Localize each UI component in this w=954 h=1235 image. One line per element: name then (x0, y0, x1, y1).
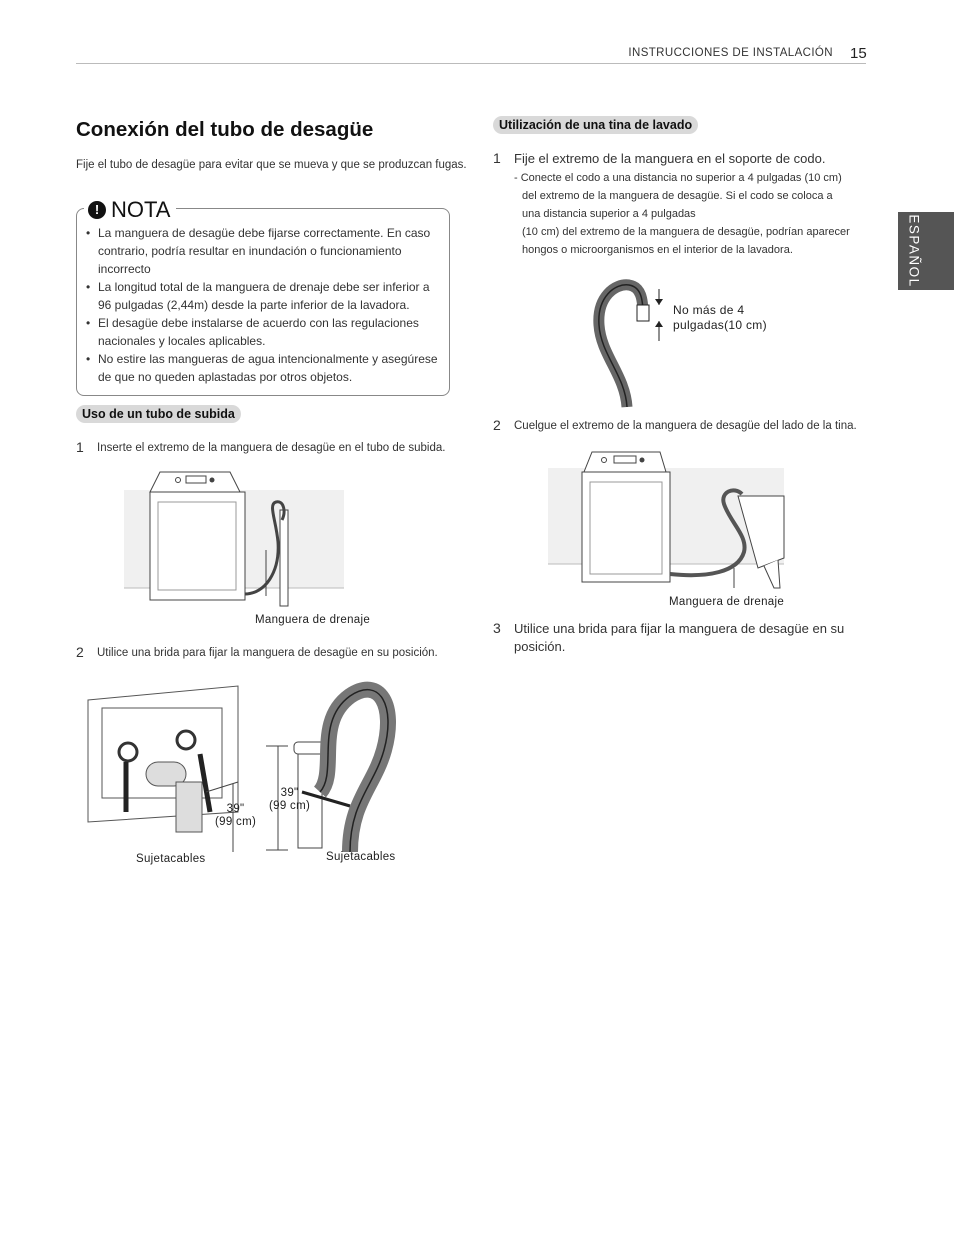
tub-step3-text: Utilice una brida para fijar la manguera de desagüe en su posición. (514, 621, 845, 654)
section-intro: Fije el tubo de desagüe para evitar que se mueva y que se produzcan fugas. (76, 159, 467, 171)
standpipe-step2-number: 2 (76, 644, 84, 660)
laundry-tub-figure (548, 448, 788, 596)
note-item: • No estire las mangueras de agua intencionalmente y asegúrese de que no queden aplastadas por otros objetos. (86, 350, 444, 386)
dimension-label-left (215, 803, 256, 829)
standpipe-figure (120, 462, 360, 612)
tub-step1-detail (514, 169, 874, 259)
dimension-metric: (99 cm) (269, 800, 311, 812)
warning-icon: ! (88, 201, 106, 219)
note-list (86, 224, 444, 386)
note-item: • La longitud total de la manguera de drenaje debe ser inferior a 96 pulgadas (2,44m) desde la parte inferior de la lavadora. (86, 278, 444, 314)
elbow-figure-label (673, 303, 767, 333)
dimension-value: 39" (280, 787, 299, 799)
tub-step1-text: Fije el extremo de la manguera en el soporte de codo. (514, 151, 826, 166)
cable-tie-figure (88, 682, 408, 857)
standpipe-figure-caption: Manguera de drenaje (255, 614, 371, 626)
cable-tie-caption-right: Sujetacables (326, 851, 396, 863)
note-item: • El desagüe debe instalarse de acuerdo con las regulaciones nacionales y locales aplicables. (86, 314, 444, 350)
detail-line: del extremo de la manguera de desagüe. Si el codo se coloca a (522, 190, 833, 202)
note-title-text: NOTA (111, 197, 171, 222)
dimension-metric: (99 cm) (215, 816, 257, 828)
detail-line: hongos o microorganismos en el interior de la lavadora. (522, 244, 793, 256)
page-number: 15 (850, 45, 867, 62)
laundry-tub-caption: Manguera de drenaje (669, 596, 785, 608)
header-rule (76, 63, 866, 64)
detail-line: - Conecte el codo a una distancia no superior a 4 pulgadas (10 cm) (514, 172, 842, 184)
tub-step3-number: 3 (493, 620, 501, 636)
tub-step2-number: 2 (493, 417, 501, 433)
note-item: • La manguera de desagüe debe fijarse correctamente. En caso contrario, podría resultar en inundación o funcionamiento incorrecto (86, 224, 444, 278)
detail-line: (10 cm) del extremo de la manguera de desagüe, podrían aparecer (522, 226, 850, 238)
running-header: INSTRUCCIONES DE INSTALACIÓN (628, 47, 833, 59)
standpipe-heading: Uso de un tubo de subida (76, 405, 241, 423)
tub-step1-number: 1 (493, 150, 501, 166)
cable-tie-caption-left: Sujetacables (136, 853, 206, 865)
elbow-figure (585, 275, 675, 410)
standpipe-step1-text: Inserte el extremo de la manguera de desagüe en el tubo de subida. (97, 442, 446, 454)
tub-step2-text: Cuelgue el extremo de la manguera de desagüe del lado de la tina. (514, 420, 857, 432)
detail-line: una distancia superior a 4 pulgadas (522, 208, 696, 220)
dimension-value: 39" (226, 803, 245, 815)
section-title: Conexión del tubo de desagüe (76, 118, 374, 141)
dimension-label-right (269, 787, 310, 813)
standpipe-step1-number: 1 (76, 439, 84, 455)
standpipe-step2-text: Utilice una brida para fijar la manguera de desagüe en su posición. (97, 647, 438, 659)
tub-heading: Utilización de una tina de lavado (493, 116, 698, 134)
note-title (84, 197, 176, 223)
language-tab-label: ESPAÑOL (906, 214, 922, 288)
elbow-label-line: No más de 4 (673, 303, 745, 317)
elbow-label-line: pulgadas(10 cm) (673, 318, 767, 332)
language-tab (898, 212, 954, 290)
